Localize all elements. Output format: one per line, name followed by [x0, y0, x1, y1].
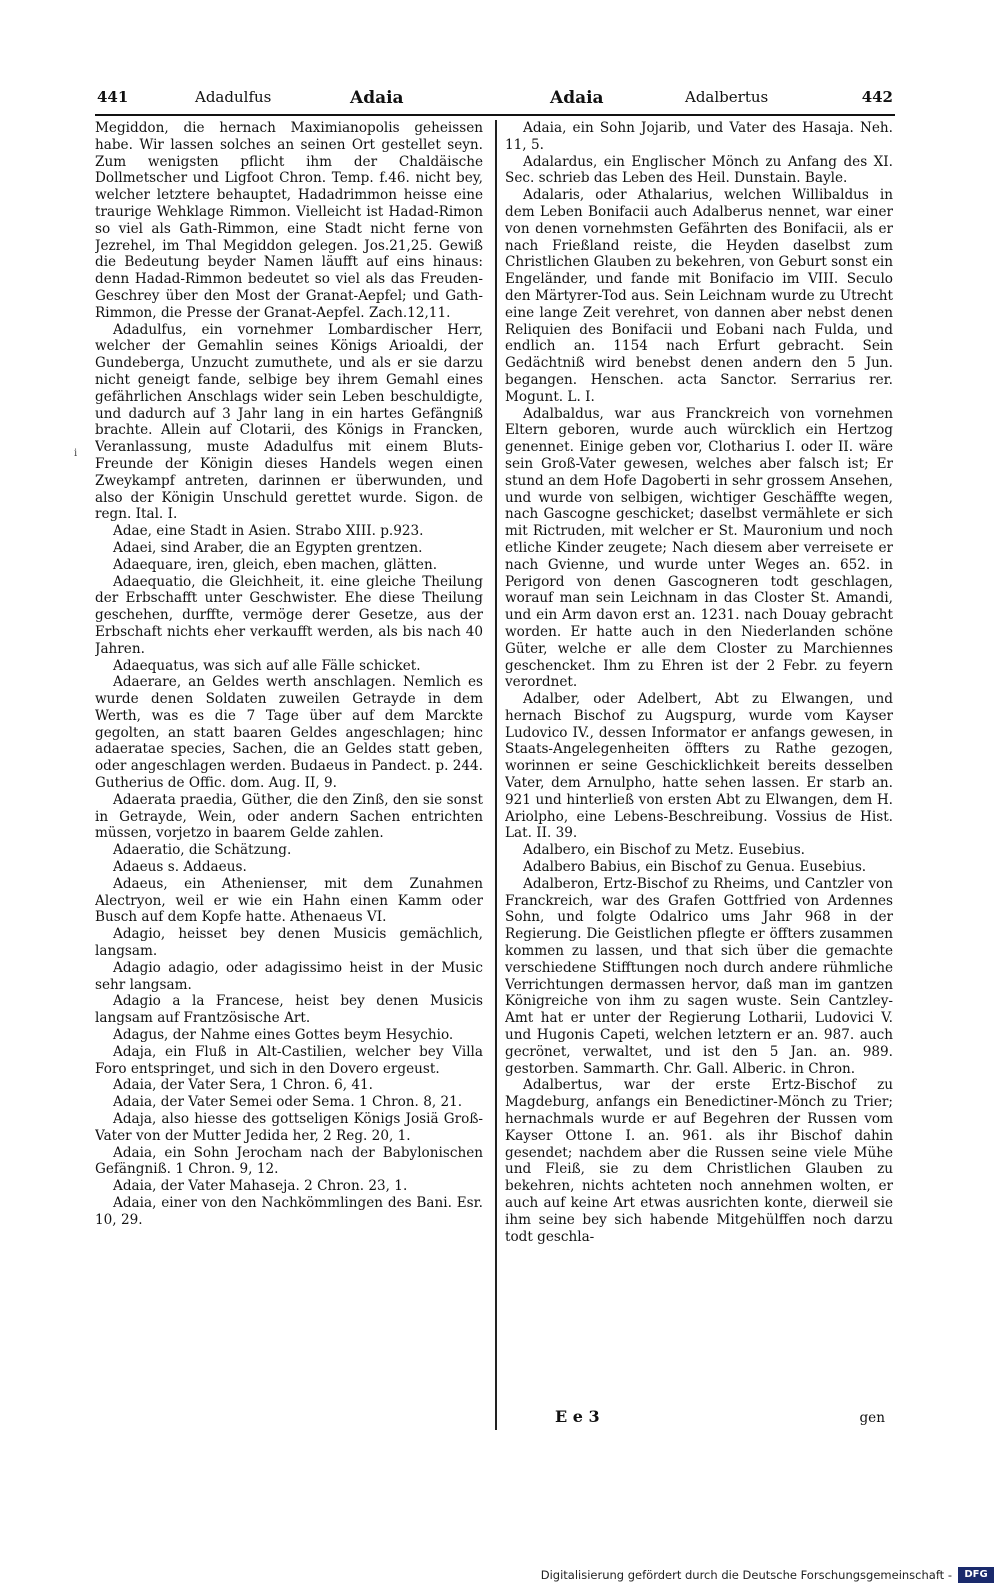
- dictionary-entry: Adaia, einer von den Nachkömmlingen des Bani. Esr. 10, 29.: [95, 1195, 483, 1228]
- dictionary-entry: Adaia, der Vater Sera, 1 Chron. 6, 41.: [113, 1077, 373, 1094]
- dictionary-entry: Adaia, der Vater Semei oder Sema. 1 Chron. 8, 21.: [113, 1094, 463, 1111]
- margin-mark: i: [74, 448, 78, 459]
- headword-right: Adaia: [550, 88, 604, 108]
- credit-text: Digitalisierung gefördert durch die Deutsche Forschungsgemeinschaft -: [540, 1568, 952, 1582]
- dictionary-entry: Adalbertus, war der erste Ertz-Bischof zu Magdeburg, anfangs ein Benedictiner-Mönch zu Trier; hernachmals wurde er auf Begehren der Russen vom Kayser Ottone I. an. 961. als ihr Bischof dahin gesendet; nachdem aber die Russen seine viele Mühe und Fleiß, sie zu dem Christlichen Glauben zu bekehren, nichts achteten noch annehmen wolten, er auch auf keine Art etwas ausrichten konte, dierweil sie ihm seine bey sich habende Mitgehülffen noch darzu todt geschla-: [505, 1077, 893, 1245]
- headword-left: Adaia: [350, 88, 404, 108]
- catch-term-right: Adalbertus: [685, 88, 769, 106]
- dictionary-entry: Adae, eine Stadt in Asien. Strabo XIII. p.923.: [113, 523, 424, 540]
- dictionary-entry: Adagus, der Nahme eines Gottes beym Hesychio.: [113, 1027, 454, 1044]
- dictionary-entry: Adalardus, ein Englischer Mönch zu Anfang des XI. Sec. schrieb das Leben des Heil. Dunstain. Bayle.: [505, 153, 893, 187]
- dictionary-entry: Megiddon, die hernach Maximianopolis geheissen habe. Wir lassen solches an seinen Ort gestellet seyn. Zum wenigsten pflicht ihm der Chaldäische Dollmetscher und Ligfoot Chron. Temp. f.46. nicht bey, welcher letztere behauptet, Hadadrimmon heisse eine traurige Wehklage Rimmon. Vielleicht ist Hadad-Rimon so viel als Gath-Rimmon, eine Stadt nicht ferne von Jezrehel, im Thal Megiddon gelegen. Jos.21,25. Gewiß die Bedeutung beyder Namen läufft auf eins hinaus: denn Hadad-Rimmon bedeutet so viel als das Freuden-Geschrey über den Most der Granat-Aepfel; und Gath-Rimmon, die Presse der Granat-Aepfel. Zach.12,11.: [95, 120, 483, 321]
- dictionary-entry: Adalber, oder Adelbert, Abt zu Elwangen, und hernach Bischof zu Augspurg, wurde vom Kayser Ludovico IV., dessen Informator er anfangs gewesen, in Staats-Angelegenheiten öffters zu Rathe gezogen, worinnen er seine Geschicklichkeit bereits desselben Vater, dem Arnulpho, hatte sehen lassen. Er starb an. 921 und hinterließ von ersten Abt zu Elwangen, dem H. Ariolpho, eine Lebens-Beschreibung. Vossius de Hist. Lat. II. 39.: [505, 691, 893, 842]
- dictionary-entry: Adagio adagio, oder adagissimo heist in der Music sehr langsam.: [95, 959, 483, 993]
- book-page: [95, 80, 895, 1480]
- dictionary-entry: Adaerare, an Geldes werth anschlagen. Nemlich es wurde denen Soldaten zuweilen Getrayde in dem Werth, was es die 7 Tage über auf dem Marckte gegolten, an statt baaren Geldes angeschlagen; hinc adaeratae species, Sachen, die an Geldes statt geben, oder angeschlagen werden. Budaeus in Pandect. p. 244. Gutherius de Offic. dom. Aug. II, 9.: [95, 674, 483, 792]
- digitization-credit: [541, 1566, 994, 1584]
- dfg-logo: DFG: [958, 1567, 994, 1583]
- dictionary-entry: Adaei, sind Araber, die an Egypten grentzen.: [113, 539, 423, 556]
- dictionary-entry: Adaia, der Vater Mahaseja. 2 Chron. 23, 1.: [113, 1178, 408, 1195]
- dictionary-entry: Adaia, ein Sohn Jojarib, und Vater des Hasaja. Neh. 11, 5.: [505, 120, 893, 153]
- dictionary-entry: Adaeus, ein Athenienser, mit dem Zunahmen Alectryon, weil er wie ein Hahn einen Kamm oder Busch auf dem Kopfe hatte. Athenaeus VI.: [95, 875, 483, 926]
- dictionary-entry: Adaequatus, was sich auf alle Fälle schicket.: [113, 657, 421, 674]
- catchword: gen: [859, 1410, 885, 1426]
- column-divider: [495, 120, 497, 1430]
- header-rule: [95, 114, 895, 116]
- right-column: [505, 120, 893, 1475]
- dictionary-entry: Adalbero, ein Bischof zu Metz. Eusebius.: [523, 842, 805, 859]
- signature-mark: E e 3: [555, 1407, 600, 1426]
- dictionary-entry: Adalbaldus, war aus Franckreich von vornehmen Eltern geboren, wurde auch würcklich ein Hertzog genennet. Einige geben vor, Clotharius I. oder II. wäre sein Groß-Vater gewesen, welches aber falsch ist; Er stund an dem Hofe Dagoberti in sehr grossem Ansehen, und wurde von selbigen, wichtiger Geschäffte wegen, nach Gascogne geschicket; daselbst vermählete er sich mit Rictruden, mit welcher er St. Mauronium und noch etliche Kinder zeugete; Nach diesem aber verreisete er nach Gvienne, und wurde unter Weges an. 652. in Perigord von denen Gascogneren todt geschlagen, worauf man sein Leichnam in das Closter St. Amandi, und ein Arm davon erst an. 1231. nach Douay gebracht worden. Er hatte auch in den Niederlanden schöne Güter, welche er alle dem Closter zu Marchiennes geschencket. Ihm zu Ehren ist der 2 Febr. zu feyern verordnet.: [505, 405, 893, 691]
- dictionary-entry: Adaeratio, die Schätzung.: [113, 842, 292, 859]
- dictionary-entry: Adaequare, iren, gleich, eben machen, glätten.: [113, 556, 438, 573]
- left-column: [95, 120, 483, 1475]
- page-number-left: 441: [97, 88, 129, 106]
- dictionary-entry: Adagio, heisset bey denen Musicis gemächlich, langsam.: [95, 926, 483, 960]
- dictionary-entry: Adalbero Babius, ein Bischof zu Genua. Eusebius.: [523, 859, 867, 876]
- dictionary-entry: Adaia, ein Sohn Jerocham nach der Babylonischen Gefängniß. 1 Chron. 9, 12.: [95, 1144, 483, 1178]
- dictionary-entry: Adaja, ein Fluß in Alt-Castilien, welcher bey Villa Foro entspringet, und sich in den Dovero ergeust.: [95, 1043, 483, 1077]
- dictionary-entry: Adaeus s. Addaeus.: [113, 859, 247, 876]
- page-number-right: 442: [861, 88, 893, 106]
- dictionary-entry: Adadulfus, ein vornehmer Lombardischer Herr, welcher der Gemahlin seines Königs Arioaldi, der Gundeberga, Unzucht zumuthete, und als er sie darzu nicht geneigt fande, selbige bey ihrem Gemahl eines gefährlichen Anschlags wider sein Leben beschuldigte, und dadurch auf 3 Jahr lang in ein hartes Gefängniß brachte. Allein auf Clotarii, des Königs in Francken, Veranlassung, muste Adadulfus mit einem Bluts-Freunde der Königin dieses Handels wegen einen Zweykampf antreten, darinnen er überwunden, und also der Königin Unschuld gerettet wurde. Sigon. de regn. Ital. I.: [95, 321, 483, 523]
- catch-term-left: Adadulfus: [195, 88, 272, 106]
- dictionary-entry: Adaerata praedia, Güther, die den Zinß, den sie sonst in Getrayde, Wein, oder andern Sachen entrichten müssen, vorjetzo in baarem Gelde zahlen.: [95, 791, 483, 842]
- dictionary-entry: Adaequatio, die Gleichheit, it. eine gleiche Theilung der Erbschafft unter Geschwister. Ehe diese Theilung geschehen, durffte, vermöge derer Gesetze, aus der Erbschaft nichts eher verkaufft werden, als bis nach 40 Jahren.: [95, 573, 483, 657]
- dictionary-entry: Adagio a la Francese, heist bey denen Musicis langsam auf Frantzösische Art.: [95, 993, 483, 1027]
- dictionary-entry: Adalberon, Ertz-Bischof zu Rheims, und Cantzler von Franckreich, war des Grafen Gottfried von Ardennes Sohn, und folgte Odalrico ums Jahr 968 in der Regierung. Die Geistlichen pflegte er öffters zusammen kommen zu lassen, und that sich über die gemachte verschiedene Stifftungen noch durch andere rühmliche Verrichtungen dermassen hervor, daß man im gantzen Königreiche von ihm zu sagen wuste. Sein Cantzley-Amt hat er unter der Regierung Lotharii, Ludovici V. und Hugonis Capeti, welchen letztern er an. 987. auch gecrönet, verwaltet, und ist den 5 Jan. an. 989. gestorben. Sammarth. Chr. Gall. Alberic. in Chron.: [505, 875, 893, 1077]
- running-header: [95, 88, 895, 114]
- dictionary-entry: Adalaris, oder Athalarius, welchen Willibaldus in dem Leben Bonifacii auch Adalberus nennet, war einer von denen vornehmsten Gefährten des Bonifacii, als er nach Frießland reiste, die Heyden daselbst zum Christlichen Glauben zu bekehren, von Geburt sonst ein Engeländer, und fande mit Bonifacio im VIII. Seculo den Märtyrer-Tod aus. Sein Leichnam wurde zu Utrecht eine lange Zeit verehret, von dannen aber nebst denen Reliquien des Bonifacii und Eobani nach Fulda, und endlich an. 1154 nach Erfurt gebracht. Sein Gedächtniß wird benebst denen andern den 5 Jun. begangen. Henschen. acta Sanctor. Serrarius rer. Mogunt. L. I.: [505, 187, 893, 405]
- dictionary-entry: Adaja, also hiesse des gottseligen Königs Josiä Groß-Vater von der Mutter Jedida her, 2 Reg. 20, 1.: [95, 1111, 483, 1144]
